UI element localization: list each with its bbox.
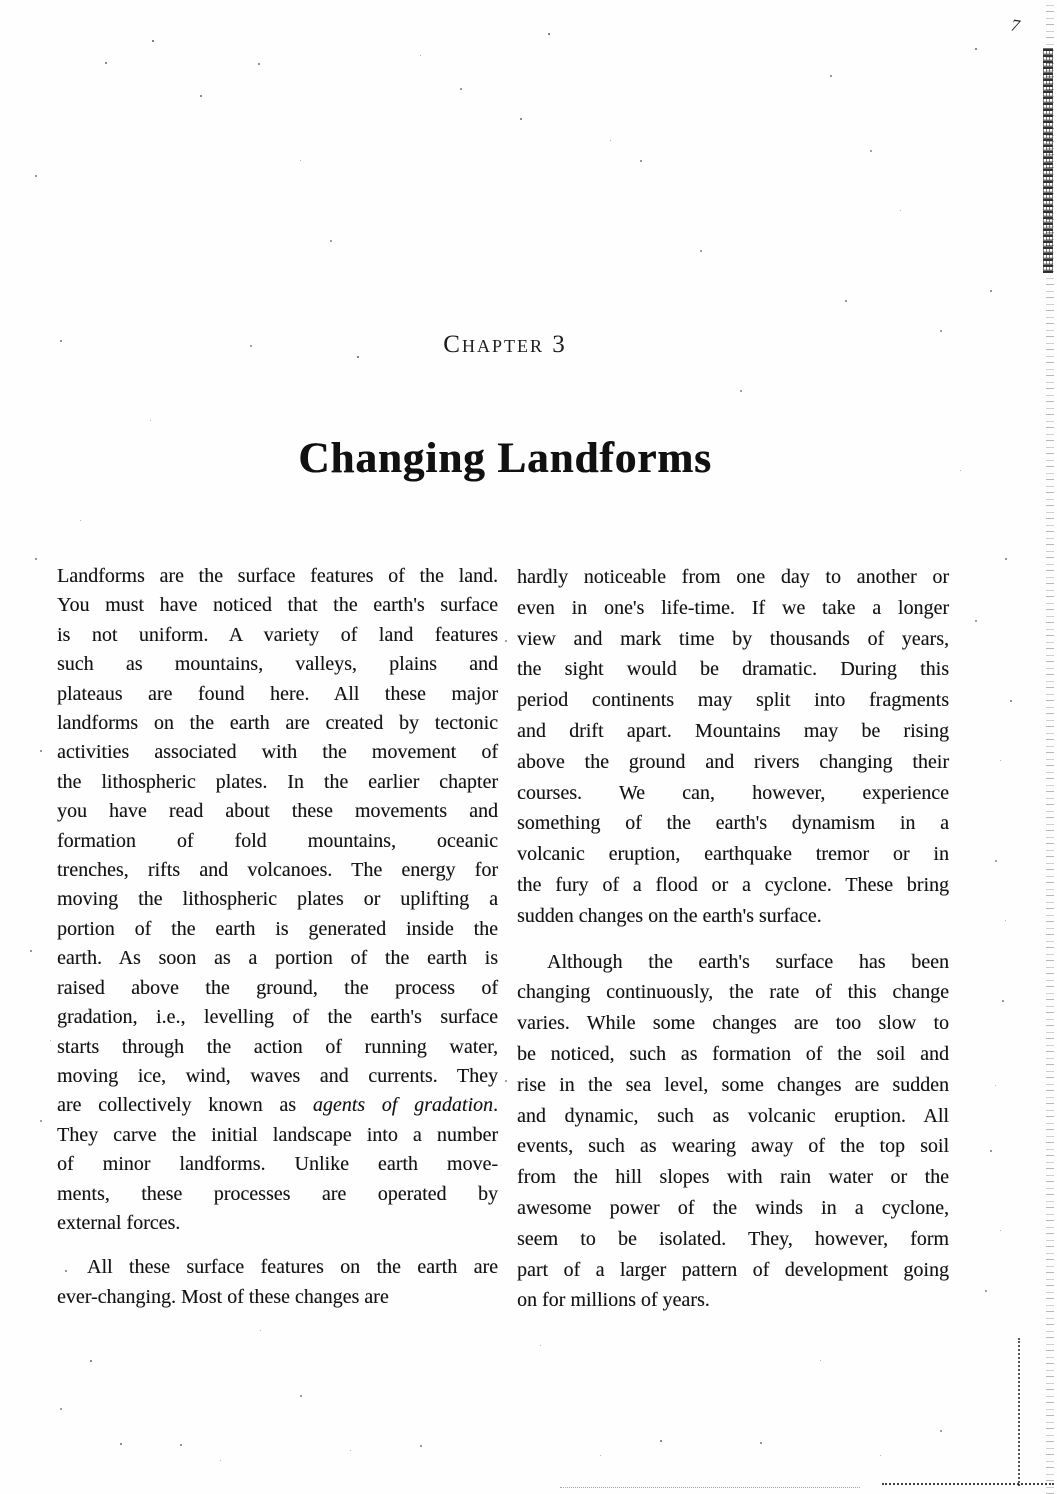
page-title: Changing Landforms: [298, 435, 712, 482]
scan-noise-speckles-fine: [0, 0, 1, 1]
text-line: external forces.: [57, 1211, 181, 1234]
text-line: varies. While some changes are too slow to: [517, 1012, 949, 1035]
paragraph-1-continued: [517, 562, 949, 932]
italic-line-after: .: [493, 1094, 499, 1117]
paragraph-2: [57, 1253, 498, 1312]
text-line: such as mountains, valleys, plains and: [57, 653, 498, 676]
text-line: and drift apart. Mountains may be rising: [517, 719, 949, 742]
paragraph-1: [57, 562, 498, 1238]
text-line: above the ground and rivers changing their: [517, 750, 949, 773]
text-line: landforms on the earth are created by tectonic: [57, 712, 498, 735]
text-line: activities associated with the movement of: [57, 741, 498, 764]
text-line: plateaus are found here. All these major: [57, 682, 498, 705]
text-line: something of the earth's dynamism in a: [517, 812, 949, 835]
text-line: gradation, i.e., levelling of the earth's surface: [57, 1006, 498, 1029]
text-line: All these surface features on the earth are: [87, 1256, 498, 1279]
text-line: on for millions of years.: [517, 1289, 710, 1312]
text-line: raised above the ground, the process of: [57, 976, 498, 999]
paragraph-1-lines-b: [57, 1121, 498, 1239]
italic-line-before: are collectively known as: [57, 1094, 313, 1117]
text-line: ments, these processes are operated by: [57, 1182, 498, 1205]
text-line: be noticed, such as formation of the soil and: [517, 1042, 949, 1065]
body-text: [57, 562, 949, 1316]
text-line: moving ice, wind, waves and currents. They: [57, 1064, 498, 1087]
chapter-label: Chapter 3: [443, 331, 567, 358]
paragraph-1-italic-line: [57, 1091, 498, 1120]
text-line: the sight would be dramatic. During this: [517, 658, 949, 681]
text-line: trenches, rifts and volcanoes. The energy for: [57, 859, 498, 882]
scanner-edge-artifact-dense: [1043, 48, 1053, 273]
text-line: moving the lithospheric plates or uplifting a: [57, 888, 498, 911]
text-line: courses. We can, however, experience: [517, 781, 949, 804]
text-line: view and mark time by thousands of years,: [517, 627, 949, 650]
text-line: from the hill slopes with rain water or the: [517, 1166, 949, 1189]
text-line: ever-changing. Most of these changes are: [57, 1285, 389, 1308]
italic-phrase-agents-of-gradation: agents of gradation: [312, 1094, 494, 1117]
text-line: the fury of a flood or a cyclone. These bring: [517, 873, 949, 896]
text-line: Landforms are the surface features of the land.: [57, 565, 498, 587]
text-line: You must have noticed that the earth's surface: [57, 594, 498, 617]
text-line: starts through the action of running water,: [57, 1035, 498, 1058]
paragraph-3: [517, 947, 949, 1317]
text-line: even in one's life-time. If we take a longer: [517, 596, 949, 619]
paragraph-1-lines-a: [57, 562, 498, 1091]
text-line: Although the earth's surface has been: [547, 950, 949, 973]
right-column: [517, 562, 949, 1316]
bottom-dotted-artifact-line-faint: [560, 1487, 860, 1488]
text-line: and dynamic, such as volcanic eruption. All: [517, 1104, 949, 1127]
text-line: They carve the initial landscape into a number: [57, 1123, 498, 1146]
text-line: is not uniform. A variety of land features: [57, 623, 498, 646]
text-line: changing continuously, the rate of this change: [517, 981, 949, 1004]
bottom-right-dotted-artifact-line: [882, 1483, 1054, 1485]
text-line: hardly noticeable from one day to another or: [517, 566, 949, 588]
text-line: seem to be isolated. They, however, form: [517, 1227, 949, 1250]
text-line: the lithospheric plates. In the earlier chapter: [57, 770, 498, 793]
text-line: formation of fold mountains, oceanic: [57, 829, 498, 852]
text-line: portion of the earth is generated inside the: [57, 917, 498, 940]
text-line: part of a larger pattern of development going: [517, 1258, 949, 1281]
text-line: volcanic eruption, earthquake tremor or in: [517, 843, 949, 866]
text-line: events, such as wearing away of the top soil: [517, 1135, 949, 1158]
left-column: [57, 562, 498, 1316]
stray-mark: 7: [1009, 15, 1021, 36]
text-line: earth. As soon as a portion of the earth is: [57, 947, 498, 970]
text-line: sudden changes on the earth's surface.: [517, 904, 822, 927]
text-line: of minor landforms. Unlike earth move-: [57, 1153, 498, 1176]
text-line: period continents may split into fragments: [517, 689, 949, 712]
text-line: rise in the sea level, some changes are sudden: [517, 1073, 949, 1096]
bottom-right-vertical-artifact-line: [1018, 1338, 1020, 1486]
text-line: awesome power of the winds in a cyclone,: [517, 1196, 949, 1219]
text-line: you have read about these movements and: [57, 800, 498, 823]
